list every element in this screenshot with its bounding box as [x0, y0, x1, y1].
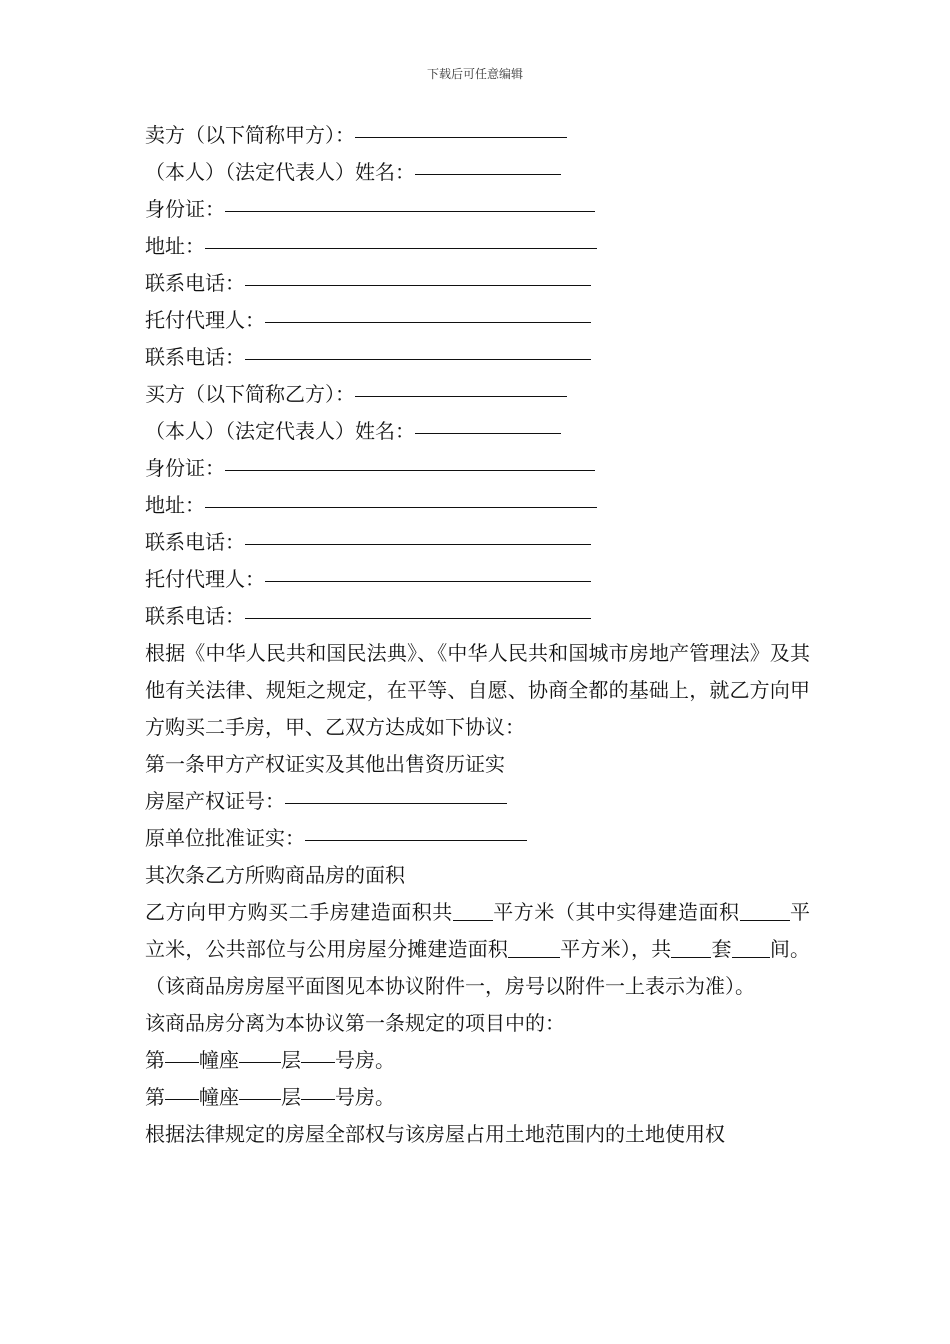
seller-title-line	[145, 117, 810, 154]
buyer-phone-line	[145, 524, 810, 561]
buyer-agent-blank[interactable]	[265, 559, 591, 582]
building-blank-2[interactable]	[165, 1077, 199, 1100]
seller-phone-blank[interactable]	[245, 263, 591, 286]
buyer-agent-phone-line	[145, 598, 810, 635]
approval-cert-line	[145, 820, 810, 857]
seller-address-line	[145, 228, 810, 265]
floor-blank-2[interactable]	[239, 1077, 281, 1100]
buyer-title-line	[145, 376, 810, 413]
property-cert-blank[interactable]	[285, 781, 507, 804]
buyer-address-blank[interactable]	[205, 485, 597, 508]
buyer-title-blank[interactable]	[355, 374, 567, 397]
buyer-phone-blank[interactable]	[245, 522, 591, 545]
contract-body	[145, 117, 810, 1153]
buyer-name-label: （本人）（法定代表人）姓名：	[145, 419, 415, 443]
actual-area-blank[interactable]	[740, 900, 790, 921]
seller-phone-line	[145, 265, 810, 302]
unit-line-2: 第 幢座 层 号房。	[145, 1079, 810, 1116]
unit-line-1: 第 幢座 层 号房。	[145, 1042, 810, 1079]
page-header: 下载后可任意编辑	[426, 67, 523, 81]
seller-id-line	[145, 191, 810, 228]
buyer-title: 买方（以下简称乙方）：	[145, 382, 355, 406]
shared-area-blank[interactable]	[508, 937, 560, 958]
seller-address-blank[interactable]	[205, 226, 597, 249]
location-intro: 该商品房分离为本协议第一条规定的项目中的：	[145, 1011, 565, 1035]
seller-address-label: 地址：	[145, 234, 205, 258]
building-blank-1[interactable]	[165, 1040, 199, 1063]
buyer-phone-label: 联系电话：	[145, 530, 245, 554]
seller-agent-label: 托付代理人：	[145, 308, 265, 332]
seller-phone-label: 联系电话：	[145, 271, 245, 295]
area-paragraph: 乙方向甲方购买二手房建造面积共 平方米（其中实得建造面积 平立米，公共部位与公用房屋分摊建造面积 平方米），共 套 间。（该商品房房屋平面图见本协议附件一，房号以附件一上表示为准）。	[145, 900, 811, 998]
buyer-agent-phone-blank[interactable]	[245, 596, 591, 619]
floor-blank-1[interactable]	[239, 1040, 281, 1063]
buyer-id-line	[145, 450, 810, 487]
seller-name-line	[145, 154, 810, 191]
seller-id-blank[interactable]	[225, 189, 595, 212]
approval-cert-blank[interactable]	[305, 818, 527, 841]
seller-id-label: 身份证：	[145, 197, 225, 221]
closing-line: 根据法律规定的房屋全部权与该房屋占用土地范围内的土地使用权	[145, 1122, 725, 1146]
buyer-address-label: 地址：	[145, 493, 205, 517]
property-cert-label: 房屋产权证号：	[145, 789, 285, 813]
buyer-id-blank[interactable]	[225, 448, 595, 471]
article1-title: 第一条甲方产权证实及其他出售资历证实	[145, 752, 505, 776]
approval-cert-label: 原单位批准证实：	[145, 826, 305, 850]
seller-agent-phone-label: 联系电话：	[145, 345, 245, 369]
intro-paragraph: 根据《中华人民共和国民法典》、《中华人民共和国城市房地产管理法》及其他有关法律、规矩之规定，在平等、自愿、协商全都的基础上，就乙方向甲方购买二手房，甲、乙双方达成如下协议：	[145, 641, 810, 739]
room-number-blank-1[interactable]	[301, 1040, 335, 1063]
total-area-blank[interactable]	[453, 900, 493, 921]
room-number-blank-2[interactable]	[301, 1077, 335, 1100]
buyer-agent-label: 托付代理人：	[145, 567, 265, 591]
seller-agent-phone-blank[interactable]	[245, 337, 591, 360]
seller-agent-line	[145, 302, 810, 339]
buyer-agent-phone-label: 联系电话：	[145, 604, 245, 628]
seller-name-label: （本人）（法定代表人）姓名：	[145, 160, 415, 184]
buyer-id-label: 身份证：	[145, 456, 225, 480]
buyer-address-line	[145, 487, 810, 524]
seller-agent-blank[interactable]	[265, 300, 591, 323]
article2-title: 其次条乙方所购商品房的面积	[145, 863, 405, 887]
buyer-agent-line	[145, 561, 810, 598]
seller-agent-phone-line	[145, 339, 810, 376]
seller-title-blank[interactable]	[355, 115, 567, 138]
property-cert-line	[145, 783, 810, 820]
seller-title: 卖方（以下简称甲方）：	[145, 123, 355, 147]
seller-name-blank[interactable]	[415, 152, 561, 175]
buyer-name-blank[interactable]	[415, 411, 561, 434]
set-count-blank[interactable]	[671, 937, 711, 958]
buyer-name-line	[145, 413, 810, 450]
room-count-blank[interactable]	[732, 937, 770, 958]
